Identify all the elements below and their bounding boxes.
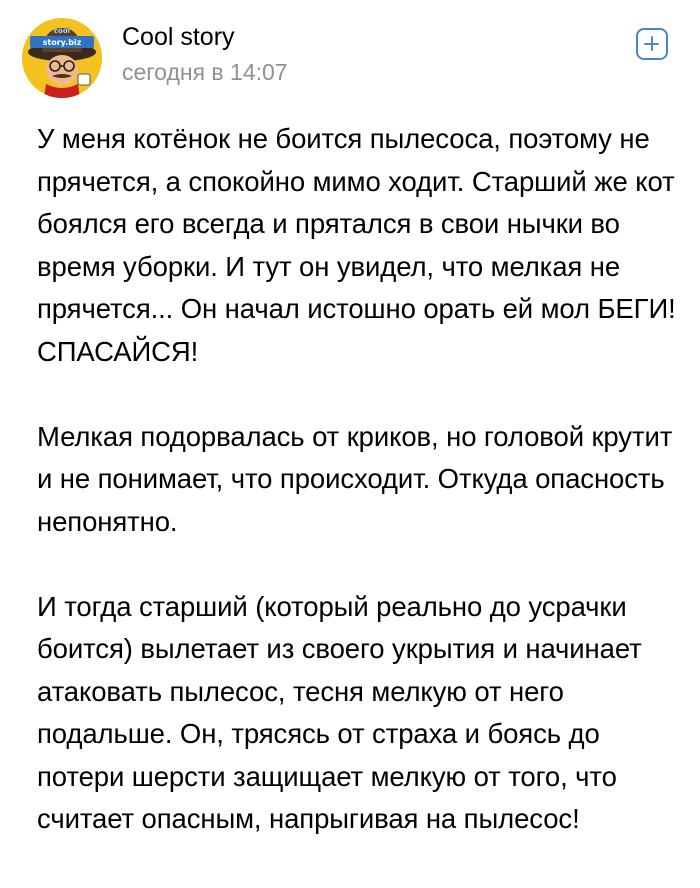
author-block [122, 22, 542, 86]
avatar[interactable] [22, 18, 102, 98]
post-paragraph-3: И тогда старший (который реально до усрачки боится) вылетает из своего укрытия и начинает атаковать пылесос, тесня мелкую от него подальше. Он, трясясь от страха и боясь до потери шерсти защищает мелкую от того, что считает опасным, напрыгивая на пылесос! [37, 590, 642, 834]
avatar-logo-text-top: cool [53, 27, 71, 35]
post-timestamp[interactable]: сегодня в 14:07 [122, 59, 288, 85]
avatar-logo-text-bottom: story.biz [42, 38, 82, 47]
avatar-image [22, 18, 102, 98]
subscribe-button[interactable] [636, 28, 668, 60]
post-paragraph-1: У меня котёнок не боится пылесоса, поэтому не прячется, а спокойно мимо ходит. Старший же кот боялся его всегда и прятался в свои нычки во время уборки. И тут он увидел, что мелкая не прячется... Он начал истошно орать ей мол БЕГИ! СПАСАЙСЯ! [37, 123, 676, 367]
plus-icon-vertical [651, 36, 654, 51]
post-text [37, 118, 677, 841]
author-name[interactable]: Cool story [122, 23, 235, 51]
post-paragraph-2: Мелкая подорвалась от криков, но головой крутит и не понимает, что происходит. Откуда опасность непонятно. [37, 420, 673, 537]
post-header [22, 18, 682, 98]
